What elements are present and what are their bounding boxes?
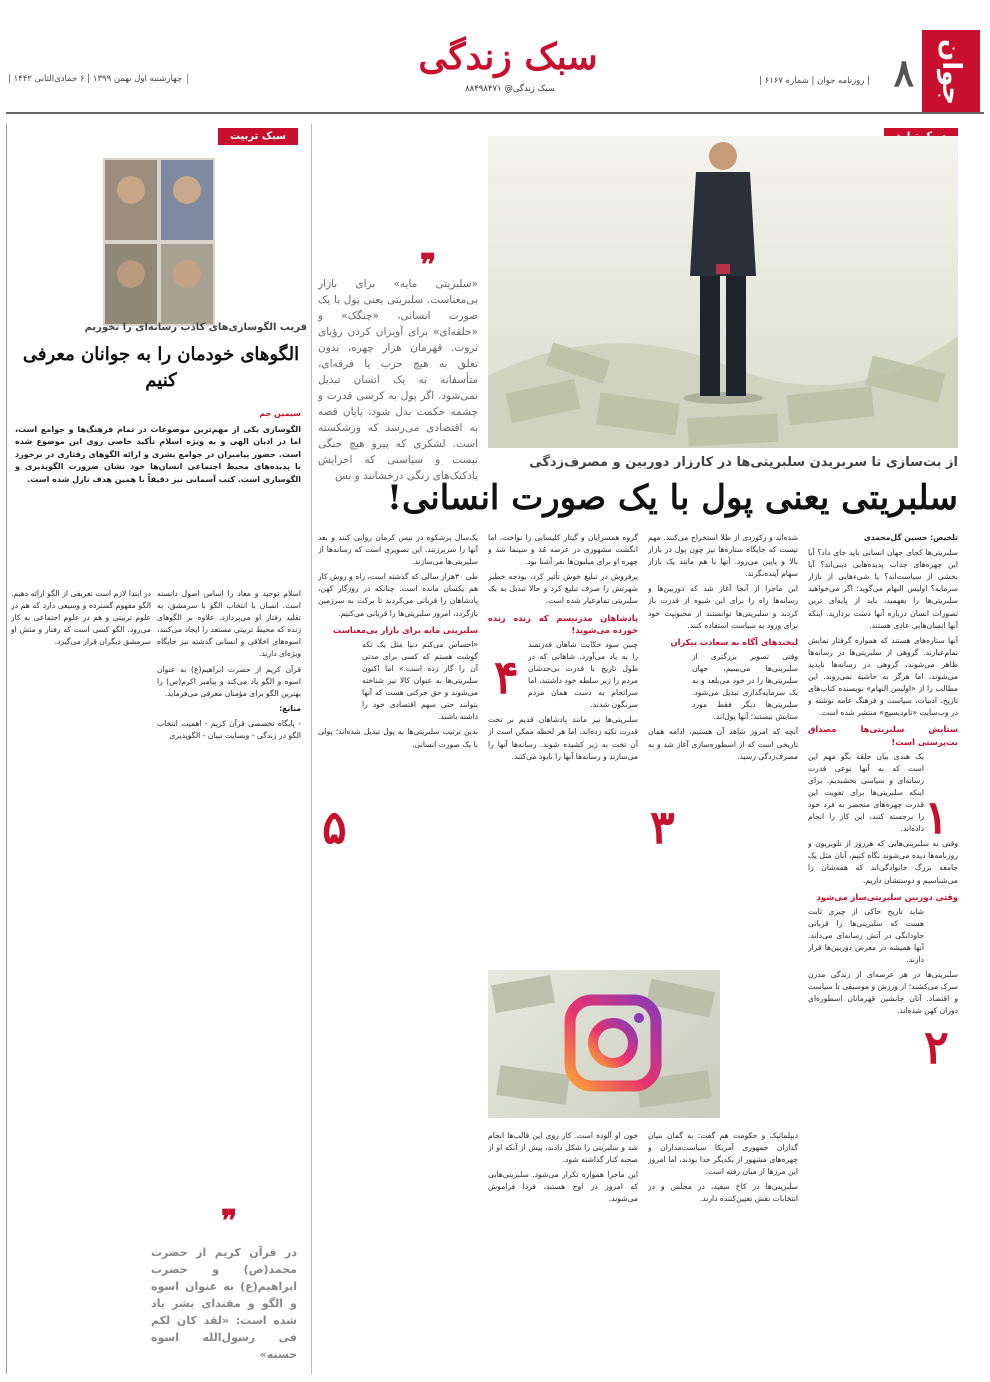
section-number-3: ۳ [650, 800, 675, 854]
page-header [0, 0, 990, 118]
pull-quote: «سلبریتی مایه» برای بازار بی‌معناست. سلبریتی یعنی پول با یک صورت انسانی، «چنگک» و «حلقه‌ای» برای آویزان کردن رؤیای ثروت. قهرمان هزار چهره، بدون تعلق به هیچ حزب یا فرقه‌ای، متأسفانه به یک انسان تبدیل نمی‌شود. اگر پول به کرسی قدرت و چشمه حکمت بدل شود، پایان قصه به اقتصادی می‌رسد که ورشکسته است. لشکری که پیرو هیچ جنگی نیست و سیاستی که اجزایش بادکنک‌های رنگی درخشانند و بس [318, 278, 478, 482]
subheading: لبخندهای آگاه به سعادت بیکران [670, 636, 798, 647]
article-column-2 [648, 532, 798, 952]
newspaper-logo: جوان [922, 30, 980, 114]
article-column-3 [488, 532, 638, 952]
article-headline: سلبریتی یعنی پول با یک صورت انسانی! [387, 478, 958, 518]
paragraph: پرفروش در تبلیغ خوش تأثیر کرد، بودجه خطیر شهرتش را صرف تبلیغ کرد و حالا تبدیل به یک سلبریتی تمام‌عیار شده است. [488, 572, 638, 606]
paragraph: خون او آلوده است. کار روی این قالب‌ها انجام شد و سلبریتی را شکل دادند، پیش از آنکه او از صحنه کنار گذاشته شود. [488, 1131, 638, 1165]
sidebar-column-right [157, 588, 301, 1288]
paper-meta: | روزنامه جوان | شماره ۶۱۶۷ | [759, 76, 870, 86]
man-on-money-illustration [488, 136, 958, 448]
article-column-3-bottom [488, 1130, 638, 1374]
paragraph: این ماجرا از آنجا آغاز شد که دوربین‌ها و رسانه‌ها راه را برای این شیوه از قدرت باز کردند و سلبریتی‌ها توانستند از محبوبیت خود برای ورود به سیاست استفاده کنند. [648, 584, 798, 630]
four-portraits-photo [103, 158, 215, 326]
quote-mark-icon: ❞ [221, 1204, 238, 1239]
paragraph: سلبریتی‌ها نیز مانند پادشاهان قدیم بر تخت قدرت تکیه زده‌اند، اما هر لحظه ممکن است از آن تخت به زیر کشیده شوند. رسانه‌ها آنها را می‌سازند و رسانه‌ها آنها را نابود می‌کنند. [488, 715, 638, 761]
section-number-4: ۴ [494, 650, 519, 704]
paragraph: الگوسازی یکی از مهم‌ترین موضوعات در تمام فرهنگ‌ها و جوامع است، اما در ادیان الهی و به ویژه اسلام تأکید خاصی روی این موضوع شده است. حضور پیامبران در جوامع بشری و ارائه الگوهای رفتاری در برخورد با پدیده‌های محیط اجتماعی انسان‌ها خود نشان ضرورت الگوپذیری و الگوسازی است. کتب آسمانی نیز دقیقاً با همین هدف نازل شده است. [15, 424, 301, 484]
paragraph: «احساس می‌کنم دنیا مثل یک تکه گوشت هستم که کسی برای مدتی آن را گاز زده است.» اما اکنون سلبریتی‌ها به عنوان کالا نیز شناخته می‌شوند و حق حرکتی هست که آنها بتوانند حتی سهم اقتصادی خود را داشته باشند. [362, 639, 478, 722]
instagram-money-photo [488, 970, 720, 1118]
sidebar-article [6, 124, 306, 1374]
article-column-2-bottom [648, 1130, 798, 1374]
paragraph: گروه همسرایان و گیتار کلیسایی را نواخت، اما انگشت مشهوری در عرصه مُد و سینما شد و چهره او برای میلیون‌ها نفر آشنا بود. [488, 533, 638, 567]
sidebar-headline: الگوهای خودمان را به جوانان معرفی کنیم [22, 344, 300, 391]
paragraph: سلبریتی‌ها در هر عرصه‌ای از زندگی مدرن سرک می‌کشند؛ از ورزش و موسیقی تا سیاست و اقتصاد. آنان جانشین قهرمانان اسطوره‌ای دوران کهن شده‌اند. [808, 970, 958, 1016]
sidebar-column-left [11, 588, 151, 1308]
portraits-image [103, 158, 215, 326]
subheading: سلبریتی مایه برای بازار بی‌معناست [332, 624, 478, 635]
paragraph: آنچه که امروز شاهد آن هستیم، ادامه همان تاریخی است که از اسطوره‌سازی آغاز شد و به مصرف‌زدگی رسید. [648, 727, 798, 761]
section-title: سبک زندگی [418, 36, 598, 78]
paragraph: قرآن کریم از حضرت ابراهیم(ع) به عنوان اسوه و الگو یاد می‌کند و پیامبر اکرم(ص) را بهترین الگو برای مؤمنان معرفی می‌فرماید. [157, 664, 301, 698]
quote-mark-icon: ❞ [420, 248, 437, 283]
subheading: ستایش سلبریتی‌ها مصداق بت‌پرستی است! [808, 724, 958, 747]
section-number-1: ۱ [924, 790, 949, 844]
sidebar-pull-quote: در قرآن کریم از حضرت محمد(ص) و حضرت ابراهیم(ع) به عنوان اسوه و الگو و مقتدای بشر یاد شده است: «لقد کان لکم فی رسول‌الله اسوه حسنه» [151, 1246, 297, 1361]
sidebar-kicker: فریب الگوسازی‌های کاذب رسانه‌ای را نخوریم [84, 322, 307, 333]
section-number-5: ۵ [322, 800, 347, 854]
paragraph: شاید تاریخ حاکی از چیزی ثابت هست که سلبریتی‌ها را قربانی جاودانگی در آتش رسانه‌ای می‌داند. آنها همیشه در معرض دوربین‌ها قرار دارند. [808, 906, 924, 965]
paragraph: در ابتدا لازم است تعریفی از الگو ارائه دهیم. الگو مفهوم گسترده و وسیعی دارد که هم در علوم تربیتی و هم در علوم اجتماعی به کار می‌رود. الگو کسی است که رفتار و منش او سرمشق دیگران قرار می‌گیرد. [11, 589, 151, 647]
sidebar-author: سیمین جم [259, 409, 301, 418]
paragraph: یک‌سال پر‌شکوه در نیس کرمان روایی کنند و بعد آنها را سربرزنند. این تصویری است که رسانه‌ها از سلبریتی‌ها می‌سازند. [318, 533, 478, 567]
paragraph: چنین سود حکایت شاهان قدرتمند را به یاد می‌آورد. شاهانی که در طول تاریخ با قدرت بی‌حدشان مردم را زیر سلطه خود داشتند، اما سرانجام به دست همان مردم سرنگون شدند. [528, 639, 638, 710]
main-photo [488, 136, 958, 448]
subheading: وقتی دوربین سلبریتی‌ساز می‌شود [816, 891, 958, 902]
paragraph: بدین ترتیب سلبریتی‌ها به پول تبدیل شده‌اند؛ پولی با یک صورت انسانی. [318, 727, 478, 749]
paragraph: آنها ستاره‌های هستند که همواره گرفتار نمایش تمام‌عیارند. گروهی از سلبریتی‌ها در رسانه‌ها ظاهر می‌شوند، گروهی در رسانه‌ها ناپدید می‌شوند، اما هرگز به حاشیه نمی‌روند. این مطالب را از «اولیس النهام» نویسنده کتاب‌های تاریخ، ادبیات، سیاست و فرهنگ عامه نوشته و در وب‌سایت «تام‌دیسپچ» منتشر شده است. [808, 635, 958, 718]
sidebar-tag: سبک تربیت [218, 128, 298, 145]
article-column-1 [808, 532, 958, 1374]
article-column-4 [318, 532, 478, 1374]
paragraph: شده‌اند و رکوردی از طلا استخراج می‌کنند. مهم نیست که جایگاه ستاره‌ها نیز چون پول در بازار بالا و پایین می‌رود. آنها با هم مانند یک بازار سهام آینده‌نگرند. [648, 533, 798, 579]
sidebar-lead [15, 408, 301, 578]
paragraph: طی ۳۰هزار سالی که گذشته است، راه و روش کار هم یکسان مانده است. چنانکه در روزگار کهن، پادشاهان را قربانی می‌کردند تا برکت به سرزمین بازگردد، امروز سلبریتی‌ها را قربانی می‌کنیم. [318, 572, 478, 618]
column-divider [311, 124, 312, 1374]
instagram-icon [488, 970, 720, 1118]
subheading: پادشاهان مدرنیسم که زنده زنده خورده می‌شوند! [488, 612, 638, 635]
section-subtitle: سبک زندگی@ ۸۸۴۹۸۴۷۱ [465, 84, 555, 94]
sources: - پایگاه تخصصی قرآن کریم - اهمیت انتخاب الگو در زندگی - وبسایت تبیان - الگوپذیری [157, 718, 301, 741]
page-number: ۸ [893, 50, 914, 95]
date-line: چهارشنبه اول بهمن ۱۳۹۹ | ۶ جمادی‌الثانی ۱۴۴۲ | [8, 74, 188, 84]
paragraph: وقتی تصویر بزرگتری از سلبریتی‌ها می‌بینیم، جهان سلبریتی‌ها را در خود می‌بلعد و به یک سرمایه‌گذاری تبدیل می‌شود. سلبریتی‌ها دیگر فقط مورد ستایش نیستند؛ آنها پول‌اند. [692, 651, 798, 722]
article-kicker: از بت‌سازی تا سربریدن سلبریتی‌ها در کارزار دوربین و مصرف‌زدگی [529, 455, 958, 470]
section-number-2: ۲ [924, 1020, 949, 1074]
paragraph: اسلام توحید و معاد را اساس اصول دانسته است. انسان با انتخاب الگو با سرمشق، به تقلید رفتار او می‌پردازد. علاوه بر الگوهای زنده که محیط تربیتی مستعد را ایجاد می‌کنند، اسوه‌های اخلاقی و انسانی گذشته نیز جایگاه ویژه‌ای دارند. [157, 589, 301, 659]
header-divider [6, 112, 984, 114]
article-author: تلخیص: حسین گل‌محمدی [863, 533, 958, 542]
paragraph: سلبریتی‌ها کجای جهان انسانی باید جای داد؟ آیا این چهره‌های جذاب پدیده‌هایی دینی‌اند؟ آیا بخشی از سیاست‌اند؟ یا شیء‌هایی از بازار سرمایه؟ اولیس النهام می‌گوید: اگر می‌خواهید سلبریتی‌ها را بفهمید، باید از پایه‌ای ترین تصورات انسان درباره آنها دست بردارید. اینکه آنها انسان‌هایی عادی هستند. [808, 548, 958, 630]
paragraph: دیپلماتیک و حکومت هم گفت: به گمان بنیان گذاران جمهوری آمریکا سیاست‌مداران و چهره‌های مشهور از یکدیگر جدا بودند، اما امروز این مرزها از میان رفته است. [648, 1131, 798, 1177]
sources-title: منابع: [279, 703, 301, 713]
paragraph: سلبریتی‌ها در کاخ سفید، در مجلس و در انتخابات نقش تعیین‌کننده دارند. [648, 1182, 798, 1204]
paragraph: یک هندی بیان حلقه بگو مهم این است که به آنها نوعی قدرت رسانه‌ای و سیاسی بخشیدیم. برای اینکه سلبریتی‌ها برای تقویت این قدرت چهره‌های منحصر به فرد خود را برجسته کنند، این کار را انجام داده‌اند. [808, 751, 924, 834]
paragraph: این ماجرا همواره تکرار می‌شود. سلبریتی‌هایی که امروز در اوج هستند، فردا فراموش می‌شوند. [488, 1170, 638, 1204]
paragraph: وقتی به سلبریتی‌هایی که هرروز از تلویزیون و روزنامه‌ها دیده می‌شوند نگاه کنیم، آنان مثل یک جامعه بزرگ خانوادگی‌اند که همه‌شان را می‌شناسیم و دوستشان داریم. [808, 839, 958, 885]
